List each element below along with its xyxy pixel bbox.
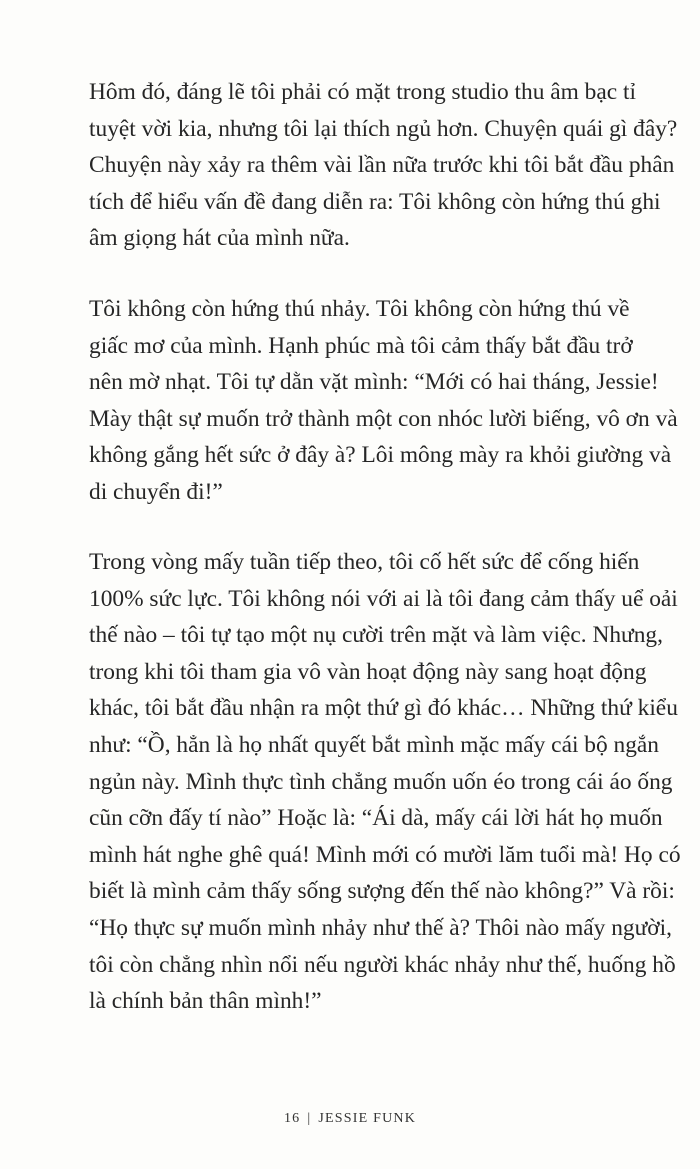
text-line: Trong vòng mấy tuần tiếp theo, tôi cố hết sức để cống hiến (89, 549, 640, 575)
footer-separator: | (307, 1111, 312, 1126)
text-line: Mày thật sự muốn trở thành một con nhóc lười biếng, vô ơn và (89, 405, 678, 432)
text-line: 100% sức lực. Tôi không nói với ai là tôi đang cảm thấy uể oải (89, 585, 678, 612)
body-text (89, 291, 678, 511)
text-line: biết là mình cảm thấy sống sượng đến thế nào không?” Và rồi: (89, 878, 675, 905)
paragraph-2 (89, 291, 678, 511)
text-line: giấc mơ của mình. Hạnh phúc mà tôi cảm thấy bắt đầu trở (89, 332, 633, 359)
text-line: tích để hiểu vấn đề đang diễn ra: Tôi không còn hứng thú ghi (89, 188, 661, 215)
text-line: cũn cỡn đấy tí nào” Hoặc là: “Ái dà, mấy cái lời hát họ muốn (89, 805, 663, 832)
text-line: tôi còn chẳng nhìn nổi nếu người khác nhảy như thế, huống hồ (89, 951, 676, 978)
text-line: âm giọng hát của mình nữa. (89, 225, 350, 252)
text-line: khác, tôi bắt đầu nhận ra một thứ gì đó khác… Những thứ kiểu (89, 695, 678, 722)
paragraph-3 (89, 544, 681, 1020)
body-text (89, 544, 681, 1020)
body-text (89, 74, 678, 257)
text-line: trong khi tôi tham gia vô vàn hoạt động này sang hoạt động (89, 658, 647, 685)
page-footer (0, 1111, 700, 1127)
text-line: “Họ thực sự muốn mình nhảy như thế à? Thôi nào mấy người, (89, 914, 672, 941)
text-line: là chính bản thân mình!” (89, 988, 322, 1015)
text-line: Chuyện này xảy ra thêm vài lần nữa trước khi tôi bắt đầu phân (89, 152, 675, 179)
text-line: mình hát nghe ghê quá! Mình mới có mười lăm tuổi mà! Họ có (89, 841, 681, 868)
text-line: tuyệt vời kia, nhưng tôi lại thích ngủ hơn. Chuyện quái gì đây? (89, 115, 678, 142)
text-line: Tôi không còn hứng thú nhảy. Tôi không còn hứng thú về (89, 296, 630, 322)
text-line: thế nào – tôi tự tạo một nụ cười trên mặt và làm việc. Nhưng, (89, 622, 663, 649)
text-line: nên mờ nhạt. Tôi tự dằn vặt mình: “Mới có hai tháng, Jessie! (89, 369, 659, 396)
text-line: Hôm đó, đáng lẽ tôi phải có mặt trong studio thu âm bạc tỉ (89, 79, 636, 105)
text-line: di chuyển đi!” (89, 478, 223, 505)
text-line: ngủn này. Mình thực tình chẳng muốn uốn éo trong cái áo ống (89, 768, 673, 795)
text-line: không gắng hết sức ở đây à? Lôi mông mày ra khỏi giường và (89, 442, 672, 469)
text-line: như: “Ồ, hẳn là họ nhất quyết bắt mình mặc mấy cái bộ ngắn (89, 731, 659, 758)
page-number: 16 (283, 1111, 301, 1126)
running-author: JESSIE FUNK (318, 1111, 417, 1126)
paragraph-1 (89, 74, 678, 257)
